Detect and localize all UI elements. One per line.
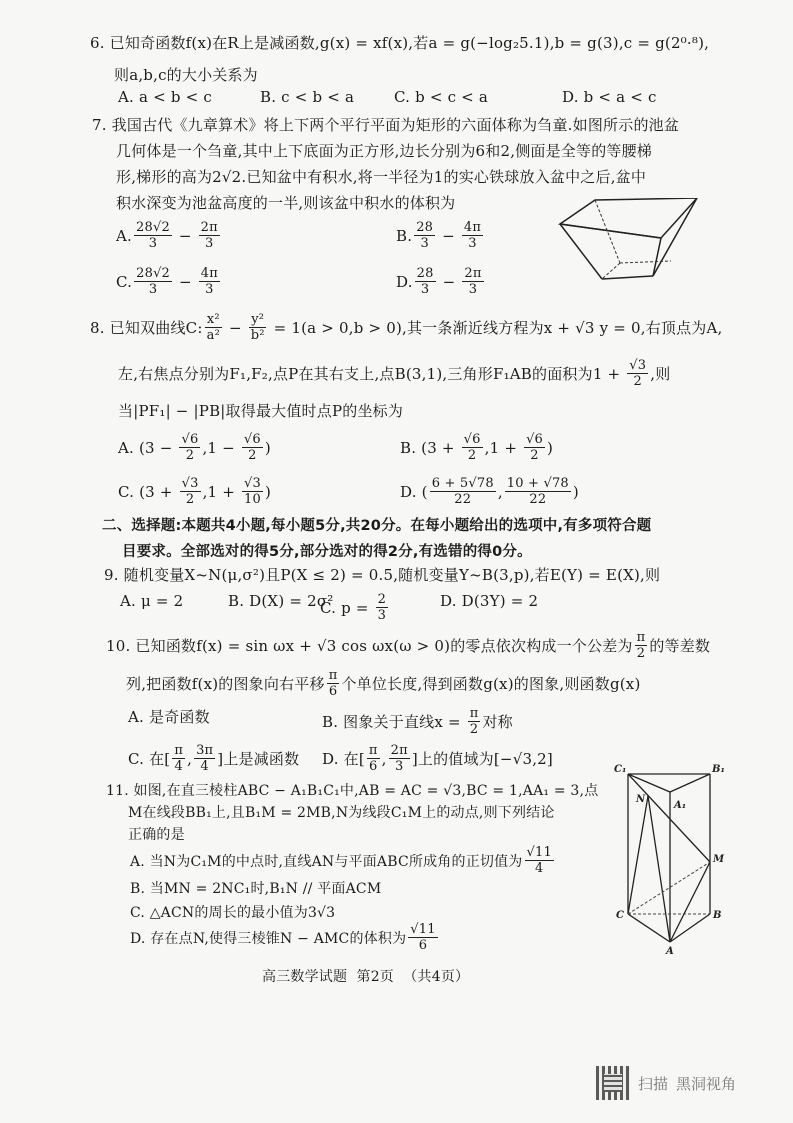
q9-option-c — [320, 592, 390, 623]
numerator: √11 — [526, 845, 552, 860]
fraction — [462, 266, 483, 297]
text-segment: B. 当MN = 2NC₁时,B₁N // 平面ACM — [130, 881, 382, 897]
text-segment: , — [497, 482, 503, 501]
text-segment: ) — [264, 438, 271, 457]
q10-option-a — [128, 706, 210, 727]
q7-option-d — [396, 266, 486, 297]
q7-option-b — [396, 220, 485, 251]
denominator: 2 — [248, 448, 257, 463]
q8-option-a — [118, 432, 271, 463]
fraction — [408, 922, 437, 953]
numerator: √3 — [629, 358, 647, 373]
q9-stem — [104, 564, 660, 585]
text-segment: M在线段BB₁上,且B₁M = 2MB,N为线段C₁M上的动点,则下列结论 — [128, 805, 555, 821]
q7-stem-line1 — [92, 114, 679, 135]
q7-stem-line2 — [116, 140, 652, 161]
text-segment: 列,把函数f(x)的图象向右平移 — [126, 675, 325, 693]
denominator: 3 — [468, 282, 478, 297]
text-segment: 个单位长度,得到函数g(x)的图象,则函数g(x) — [341, 675, 641, 693]
q11-stem-line2 — [128, 802, 555, 822]
label-a: A — [666, 946, 674, 957]
text-segment: 对称 — [482, 713, 513, 731]
label-c: C — [616, 910, 624, 921]
numerator: 2π — [200, 220, 218, 235]
text-segment: B. — [396, 226, 413, 245]
fraction — [389, 743, 410, 774]
numerator: 2π — [390, 743, 408, 758]
text-segment: 几何体是一个刍童,其中上下底面为正方形,边长分别为6和2,侧面是全等的等腰梯 — [116, 142, 652, 160]
q8-option-b — [400, 432, 553, 463]
numerator: 28 — [416, 220, 434, 235]
fraction — [242, 476, 263, 507]
section-2-heading-line1 — [102, 514, 651, 535]
text-segment: , — [187, 749, 193, 768]
fraction — [179, 432, 200, 463]
fraction — [627, 358, 648, 389]
q8-option-d — [400, 476, 579, 507]
text-segment: − — [437, 272, 461, 291]
text-segment: 10. 已知函数f(x) = sin ωx + √3 cos ωx(ω > 0)的零点依次构成一个公差为 — [106, 637, 633, 655]
q6-option-a — [118, 88, 212, 106]
denominator: 2 — [467, 448, 477, 463]
q6-option-c — [394, 88, 488, 106]
numerator: 28√2 — [136, 220, 170, 235]
denominator: 22 — [529, 492, 547, 507]
q6-stem-line2 — [114, 64, 258, 85]
denominator: a² — [206, 328, 220, 343]
label-c1: C₁ — [614, 764, 627, 775]
text-segment: A. 当N为C₁M的中点时,直线AN与平面ABC所成角的正切值为 — [130, 853, 523, 870]
text-segment: 目要求。全部选对的得5分,部分选对的得2分,有选错的得0分。 — [122, 544, 532, 560]
text-segment: B. D(X) = 2σ² — [228, 592, 334, 610]
q9-option-a — [120, 592, 183, 610]
q11-stem-line1 — [106, 780, 598, 800]
numerator: π — [636, 630, 646, 645]
text-segment: − — [224, 318, 247, 337]
qr-code-icon — [596, 1066, 630, 1100]
denominator: 3 — [420, 282, 430, 297]
fraction — [249, 312, 267, 343]
denominator: 4 — [174, 759, 183, 774]
denominator: 3 — [420, 236, 429, 251]
text-segment: 左,右焦点分别为F₁,F₂,点P在其右支上,点B(3,1),三角形F₁AB的面积为1 + — [118, 365, 626, 383]
denominator: 4 — [200, 759, 209, 774]
label-b1: B₁ — [712, 764, 725, 775]
option-text: A. a < b < c — [118, 88, 212, 106]
text-segment: = 1(a > 0,b > 0),其一条渐近线方程为x + √3 y = 0,右顶点为A, — [268, 319, 723, 337]
text-segment: B. 图象关于直线x = — [322, 713, 466, 731]
fraction — [134, 220, 172, 251]
denominator: 3 — [148, 236, 158, 251]
fraction — [172, 743, 185, 774]
page-footer — [262, 966, 469, 986]
numerator: √3 — [181, 476, 199, 491]
text-segment: A. — [116, 226, 133, 245]
denominator: b² — [250, 328, 265, 343]
numerator: π — [368, 743, 378, 758]
fraction — [199, 266, 220, 297]
label-b: B — [713, 910, 722, 921]
text-segment: 正确的是 — [128, 827, 185, 843]
q11-option-b — [130, 878, 381, 898]
q6-option-b — [260, 88, 354, 106]
denominator: 3 — [394, 759, 404, 774]
fraction — [327, 668, 340, 699]
denominator: 2 — [185, 492, 195, 507]
denominator: 6 — [328, 684, 338, 699]
text-segment: ]上是减函数 — [217, 750, 300, 768]
q9-option-d — [440, 592, 538, 610]
text-segment: ) — [264, 482, 272, 501]
text-segment: − — [173, 226, 197, 245]
text-segment: 高三数学试题 第2页 （共4页） — [262, 969, 470, 985]
text-segment: ) — [547, 438, 554, 457]
denominator: 10 — [243, 492, 261, 507]
q10-option-b — [322, 706, 513, 737]
q10-option-d — [322, 743, 553, 774]
q8-stem-line1 — [90, 312, 723, 343]
text-segment: ) — [572, 482, 579, 501]
fraction — [194, 743, 215, 774]
watermark-scan-text: 扫描 — [638, 1074, 669, 1093]
fraction — [415, 266, 436, 297]
text-segment: 7. 我国古代《九章算术》将上下两个平行平面为矩形的六面体称为刍童.如图所示的池盆 — [92, 116, 680, 134]
q8-stem-line2 — [118, 358, 670, 389]
text-segment: ,1 + — [202, 482, 240, 501]
numerator: 28√2 — [136, 266, 171, 281]
fraction — [524, 432, 545, 463]
numerator: 28 — [416, 266, 434, 281]
text-segment: 形,梯形的高为2√2.已知盆中有积水,将一半径为1的实心铁球放入盆中之后,盆中 — [116, 168, 647, 186]
numerator: √6 — [526, 432, 544, 447]
fraction — [505, 476, 571, 507]
text-segment: A. μ = 2 — [120, 592, 184, 610]
numerator: y² — [251, 312, 265, 327]
denominator: 2 — [636, 646, 646, 661]
q7-option-c — [116, 266, 222, 297]
denominator: 22 — [454, 492, 472, 507]
label-m: M — [713, 854, 725, 865]
q8-stem-line3 — [118, 400, 403, 421]
denominator: 6 — [418, 938, 428, 953]
numerator: √6 — [463, 432, 481, 447]
fraction — [134, 266, 172, 297]
text-segment: A. 是奇函数 — [128, 708, 210, 726]
q10-option-c — [128, 743, 299, 774]
fraction — [635, 630, 648, 661]
text-segment: ,1 − — [202, 438, 240, 457]
denominator: 3 — [205, 282, 214, 297]
text-segment: A. (3 − — [118, 438, 178, 457]
denominator: 3 — [468, 236, 477, 251]
text-segment: D. 在[ — [322, 750, 365, 768]
q11-stem-line3 — [128, 824, 185, 844]
denominator: 2 — [633, 374, 643, 389]
text-segment: C. 在[ — [128, 750, 171, 768]
text-segment: D. ( — [400, 482, 428, 501]
text-segment: 的等差数 — [649, 637, 711, 655]
fraction — [199, 220, 220, 251]
text-segment: C. p = — [320, 598, 374, 617]
text-segment: 6. 已知奇函数f(x)在R上是减函数,g(x) = xf(x),若a = g(−log₂5.1),b = g(3),c = g(2⁰·⁸), — [90, 34, 710, 52]
frustum-basin-figure — [555, 198, 705, 308]
numerator: 4π — [463, 220, 482, 235]
numerator: 6 + 5√78 — [431, 476, 494, 491]
denominator: 6 — [369, 759, 378, 774]
scanner-watermark — [596, 1066, 736, 1100]
numerator: π — [174, 743, 184, 758]
numerator: 4π — [200, 266, 218, 281]
q11-option-d — [130, 922, 440, 953]
numerator: 3π — [196, 743, 214, 758]
fraction — [462, 432, 483, 463]
q10-stem-line1 — [106, 630, 710, 661]
option-text: C. b < c < a — [394, 88, 489, 106]
denominator: 4 — [534, 861, 544, 876]
text-segment: C. (3 + — [118, 482, 178, 501]
text-segment: D. — [396, 272, 413, 291]
q7-stem-line4 — [116, 192, 455, 213]
text-segment: − — [437, 226, 460, 245]
numerator: √6 — [243, 432, 261, 447]
text-segment: B. (3 + — [400, 438, 460, 457]
text-segment: 9. 随机变量X~N(μ,σ²)且P(X ≤ 2) = 0.5,随机变量Y~B(3,p),若E(Y) = E(X),则 — [104, 566, 661, 584]
section-2-heading-line2 — [122, 540, 532, 561]
text-segment: 则a,b,c的大小关系为 — [114, 66, 258, 84]
denominator: 3 — [148, 282, 158, 297]
fraction — [468, 706, 481, 737]
denominator: 2 — [185, 448, 195, 463]
option-text: B. c < b < a — [260, 88, 355, 106]
q11-option-a — [130, 845, 556, 876]
numerator: √6 — [181, 432, 199, 447]
q11-option-c — [130, 902, 335, 922]
text-segment: ,则 — [650, 365, 671, 383]
numerator: √3 — [243, 476, 261, 491]
text-segment: − — [174, 272, 197, 291]
label-n: N — [636, 794, 646, 805]
q7-stem-line3 — [116, 166, 646, 187]
denominator: 2 — [530, 448, 539, 463]
denominator: 3 — [377, 608, 387, 623]
text-segment: D. D(3Y) = 2 — [440, 592, 539, 610]
q8-option-c — [118, 476, 271, 507]
q9-option-b — [228, 592, 333, 610]
text-segment: ]上的值域为[−√3,2] — [411, 750, 553, 768]
q7-option-a — [116, 220, 222, 251]
fraction — [367, 743, 380, 774]
text-segment: C. — [116, 272, 133, 291]
text-segment: , — [381, 749, 387, 768]
text-segment: ,1 + — [484, 438, 523, 457]
q10-stem-line2 — [126, 668, 641, 699]
fraction — [525, 845, 554, 876]
fraction — [180, 476, 201, 507]
text-segment: C. △ACN的周长的最小值为3√3 — [130, 905, 336, 921]
q6-stem-line1 — [90, 32, 709, 53]
denominator: 2 — [469, 722, 479, 737]
label-a1: A₁ — [674, 800, 687, 811]
numerator: 10 + √78 — [506, 476, 569, 491]
text-segment: 二、选择题:本题共4小题,每小题5分,共20分。在每小题给出的选项中,有多项符合题 — [102, 518, 652, 534]
denominator: 3 — [205, 236, 214, 251]
numerator: x² — [206, 312, 220, 327]
numerator: π — [328, 668, 338, 683]
numerator: 2 — [377, 592, 387, 607]
text-segment: 11. 如图,在直三棱柱ABC − A₁B₁C₁中,AB = AC = √3,BC = 1,AA₁ = 3,点 — [106, 783, 599, 799]
fraction — [376, 592, 388, 623]
numerator: √11 — [410, 922, 436, 937]
fraction — [430, 476, 496, 507]
option-text: D. b < a < c — [562, 88, 657, 106]
text-segment: 当|PF₁| − |PB|取得最大值时点P的坐标为 — [118, 402, 404, 420]
triangular-prism-figure — [610, 762, 780, 962]
watermark-brand-text: 黑洞视角 — [676, 1074, 737, 1093]
fraction — [462, 220, 483, 251]
numerator: 2π — [464, 266, 482, 281]
fraction — [205, 312, 222, 343]
fraction — [242, 432, 263, 463]
text-segment: 8. 已知双曲线C: — [90, 319, 203, 337]
fraction — [414, 220, 435, 251]
text-segment: D. 存在点N,使得三棱锥N − AMC的体积为 — [130, 930, 407, 947]
text-segment: 积水深变为池盆高度的一半,则该盆中积水的体积为 — [116, 194, 456, 212]
q6-option-d — [562, 88, 657, 106]
numerator: π — [469, 706, 479, 721]
